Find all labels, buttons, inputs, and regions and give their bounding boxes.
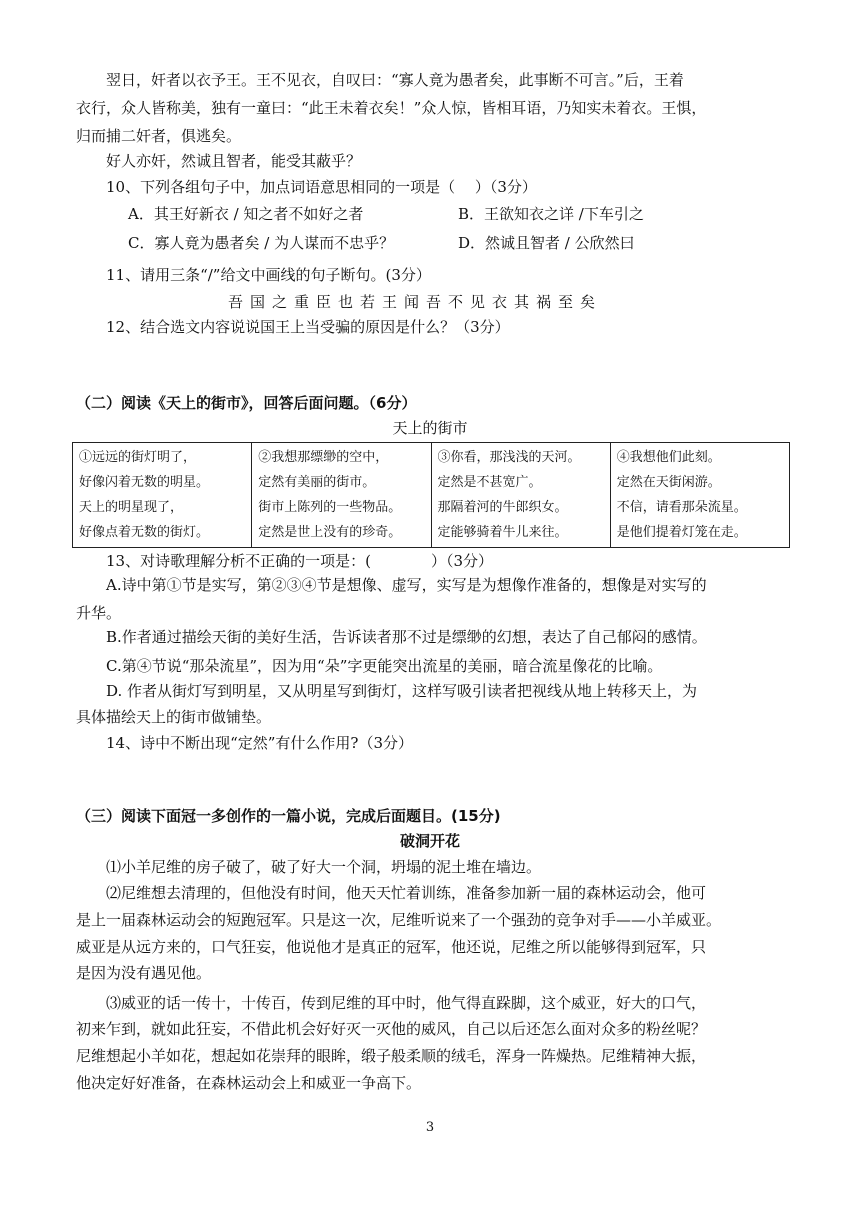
q10-option-a: A．其王好新衣 / 知之者不如好之者 — [128, 205, 364, 223]
q13-option-d-line2: 具体描绘天上的街市做铺垫。 — [76, 708, 272, 726]
poem-line: 定然在天街闲游。 — [616, 475, 721, 490]
poem-line: ④我想他们此刻。 — [616, 450, 721, 465]
story-p2-line4: 是因为没有遇见他。 — [76, 964, 212, 982]
passage-p1-line1: 翌日，奸者以衣予王。王不见衣，自叹曰：“寡人竟为愚者矣，此事断不可言。”后，王着 — [106, 71, 684, 89]
question-14: 14、诗中不断出现“定然”有什么作用?（3分） — [106, 734, 414, 752]
poem-line: ②我想那缥缈的空中， — [258, 450, 389, 465]
story-p1: ⑴小羊尼维的房子破了，破了好大一个洞，坍塌的泥土堆在墙边。 — [106, 858, 542, 876]
story-p3-line4: 他决定好好准备，在森林运动会上和威亚一争高下。 — [76, 1074, 422, 1092]
poem-stanza — [431, 443, 610, 548]
poem-stanza — [73, 443, 252, 548]
q13-option-a-line2: 升华。 — [76, 604, 122, 622]
poem-stanza — [252, 443, 431, 548]
q13-option-c: C.第④节说“那朵流星”，因为用“朵”字更能突出流星的美丽，暗合流星像花的比喻。 — [106, 657, 663, 675]
poem-line: 天上的明星现了， — [79, 500, 184, 515]
story-p2-line2: 是上一届森林运动会的短跑冠军。只是这一次，尼维听说来了一个强劲的竞争对手——小羊威亚。 — [76, 911, 722, 929]
poem-line: 那隔着河的牛郎织女。 — [437, 500, 568, 515]
q10-option-c: C．寡人竟为愚者矣 / 为人谋而不忠乎？ — [128, 234, 395, 252]
poem-line: 定能够骑着牛儿来往。 — [437, 525, 568, 540]
poem-line: 定然是世上没有的珍奇。 — [258, 525, 402, 540]
poem-line: 是他们提着灯笼在走。 — [616, 525, 747, 540]
poem-line: ①远远的街灯明了， — [79, 450, 197, 465]
q11-sentence: 吾国之重臣也若王闻吾不见衣其祸至矣 — [228, 293, 603, 311]
story-p3-line1: ⑶威亚的话一传十，十传百，传到尼维的耳中时，他气得直跺脚，这个威亚，好大的口气， — [106, 994, 707, 1012]
section-3-heading: （三）阅读下面冠一多创作的一篇小说，完成后面题目。(15分) — [76, 807, 501, 825]
passage-p2: 好人亦奸，然诚且智者，能受其蔽乎？ — [106, 152, 362, 170]
poem-line: 定然有美丽的街市。 — [258, 475, 376, 490]
poem-line: ③你看，那浅浅的天河。 — [437, 450, 581, 465]
q10-option-b: B．王欲知衣之详 /下车引之 — [458, 205, 644, 223]
question-12: 12、结合选文内容说说国王上当受骗的原因是什么？（3分） — [106, 318, 510, 336]
question-10: 10、下列各组句子中，加点词语意思相同的一项是（ ）（3分） — [106, 178, 537, 196]
page-number: 3 — [425, 1120, 435, 1135]
poem-line: 定然是不甚宽广。 — [437, 475, 542, 490]
passage-p1-line3: 归而捕二奸者，俱逃矣。 — [76, 127, 242, 145]
q13-option-b: B.作者通过描绘天街的美好生活，告诉读者那不过是缥缈的幻想，表达了自己郁闷的感情。 — [106, 628, 707, 646]
poem-line: 街市上陈列的一些物品。 — [258, 500, 402, 515]
story-p3-line3: 尼维想起小羊如花，想起如花崇拜的眼眸，缎子般柔顺的绒毛，浑身一阵燥热。尼维精神大振， — [76, 1047, 707, 1065]
section-2-heading: （二）阅读《天上的街市》，回答后面问题。（6分） — [76, 394, 417, 412]
story-p2-line1: ⑵尼维想去清理的，但他没有时间，他天天忙着训练，准备参加新一届的森林运动会，他可 — [106, 884, 707, 902]
q13-option-d-line1: D. 作者从街灯写到明星，又从明星写到街灯，这样写吸引读者把视线从地上转移天上，为 — [106, 682, 698, 700]
poem-line: 不信，请看那朵流星。 — [616, 500, 747, 515]
poem-line: 好像点着无数的街灯。 — [79, 525, 210, 540]
q13-option-a-line1: A.诗中第①节是实写，第②③④节是想像、虚写，实写是为想像作准备的，想像是对实写的 — [106, 576, 707, 594]
poem-title: 天上的街市 — [392, 419, 468, 437]
story-p2-line3: 威亚是从远方来的，口气狂妄，他说他才是真正的冠军，他还说，尼维之所以能够得到冠军，只 — [76, 938, 707, 956]
story-title: 破洞开花 — [399, 832, 460, 850]
poem-stanza — [610, 443, 789, 548]
q10-option-d: D．然诚且智者 / 公欣然曰 — [458, 234, 635, 252]
question-13: 13、对诗歌理解分析不正确的一项是：( ）（3分） — [106, 552, 493, 570]
passage-p1-line2: 衣行，众人皆称美，独有一童曰：“此王未着衣矣！”众人惊，皆相耳语，乃知实未着衣。王惧， — [76, 99, 707, 117]
poem-line: 好像闪着无数的明星。 — [79, 475, 210, 490]
question-11: 11、请用三条“/”给文中画线的句子断句。(3分） — [106, 266, 431, 284]
poem-table — [72, 442, 790, 548]
story-p3-line2: 初来乍到，就如此狂妄，不借此机会好好灭一灭他的威风，自己以后还怎么面对众多的粉丝呢？ — [76, 1020, 707, 1038]
